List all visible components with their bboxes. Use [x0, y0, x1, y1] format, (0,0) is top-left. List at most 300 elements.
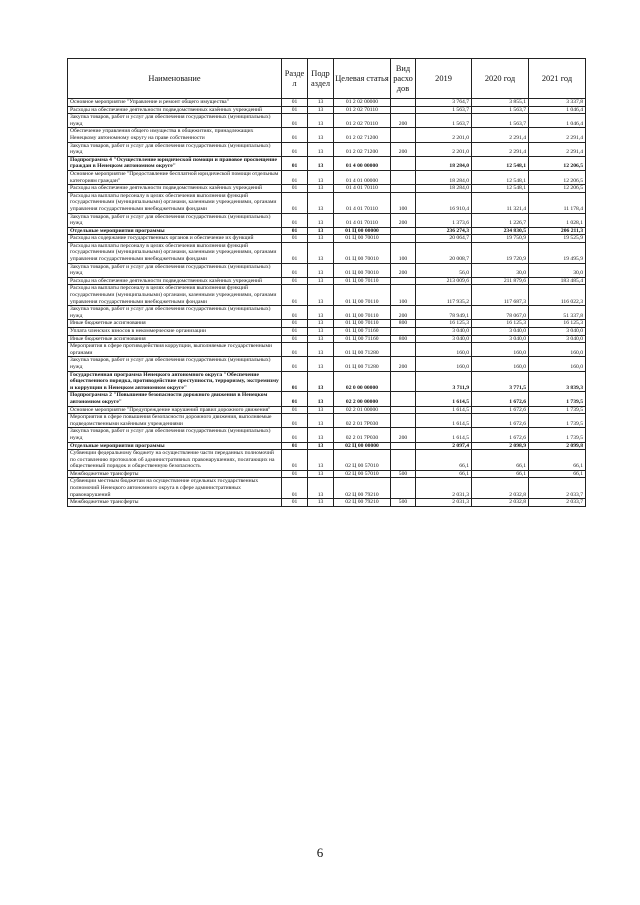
row-value-2021: 19 495,9 — [529, 242, 586, 263]
row-subsection: 13 — [308, 357, 334, 371]
row-value-2021: 1 739,5 — [529, 414, 586, 428]
row-section: 01 — [282, 235, 308, 243]
row-value-2021: 160,0 — [529, 357, 586, 371]
row-value-2020: 1 672,6 — [472, 414, 529, 428]
row-value-2020: 1 563,7 — [472, 106, 529, 114]
table-row — [68, 114, 586, 128]
row-target-article: 01 2 02 70110 — [334, 114, 391, 128]
row-expense-type — [391, 235, 416, 243]
row-name: Отдельные мероприятия программы — [68, 442, 282, 450]
row-value-2021: 2 291,4 — [529, 142, 586, 156]
row-value-2019: 18 284,0 — [416, 185, 472, 193]
row-value-2020: 3 040,0 — [472, 328, 529, 336]
row-target-article: 02 Ц 00 79210 — [334, 499, 391, 507]
row-expense-type — [391, 450, 416, 471]
row-value-2020: 66,1 — [472, 470, 529, 478]
header-year-2019: 2019 — [416, 59, 472, 99]
row-value-2020: 11 321,4 — [472, 192, 529, 213]
row-value-2020: 1 672,6 — [472, 428, 529, 442]
row-section: 01 — [282, 213, 308, 227]
row-name: Основное мероприятие "Управление и ремонт общего имущества" — [68, 99, 282, 107]
row-subsection: 13 — [308, 99, 334, 107]
row-value-2020: 19 750,9 — [472, 235, 529, 243]
row-section: 01 — [282, 185, 308, 193]
row-value-2020: 1 672,6 — [472, 392, 529, 406]
row-expense-type — [391, 99, 416, 107]
row-target-article: 01 Ц 00 71280 — [334, 343, 391, 357]
row-value-2021: 11 178,4 — [529, 192, 586, 213]
row-value-2020: 160,0 — [472, 357, 529, 371]
row-value-2019: 78 949,1 — [416, 306, 472, 320]
row-section: 01 — [282, 99, 308, 107]
row-value-2021: 1 739,5 — [529, 392, 586, 406]
row-value-2019: 160,0 — [416, 357, 472, 371]
row-name: Иные бюджетные ассигнования — [68, 320, 282, 328]
row-section: 01 — [282, 428, 308, 442]
row-name: Основное мероприятие "Предупреждение нарушений правил дорожного движения" — [68, 406, 282, 414]
table-row — [68, 235, 586, 243]
table-row — [68, 478, 586, 499]
row-name: Закупка товаров, работ и услуг для обеспечения государственных (муниципальных) нужд — [68, 357, 282, 371]
row-subsection: 13 — [308, 478, 334, 499]
row-name: Расходы на выплаты персоналу в целях обеспечения выполнения функций государственными (муниципальными) органами, казенными учреждениями, органами управления государственными внебюджетными фондами — [68, 192, 282, 213]
row-name: Межбюджетные трансферты — [68, 470, 282, 478]
table-row — [68, 328, 586, 336]
row-value-2021: 2 033,7 — [529, 478, 586, 499]
row-expense-type: 100 — [391, 285, 416, 306]
row-subsection: 13 — [308, 285, 334, 306]
row-value-2019: 2 097,4 — [416, 442, 472, 450]
row-target-article: 02 2 01 00000 — [334, 406, 391, 414]
row-value-2021: 3 040,0 — [529, 328, 586, 336]
row-value-2019: 18 284,0 — [416, 170, 472, 184]
row-name: Субвенции местным бюджетам на осуществление отдельных государственных полномочий Ненецкого автономного округа в сфере административных правонарушений — [68, 478, 282, 499]
row-target-article: 02 Ц 00 57010 — [334, 470, 391, 478]
row-section: 01 — [282, 357, 308, 371]
row-value-2019: 3 764,7 — [416, 99, 472, 107]
row-name: Обеспечение управления общего имущества в общежитиях, принадлежащих Ненецкому автономному округу на праве собственности — [68, 128, 282, 142]
row-expense-type — [391, 442, 416, 450]
page-number: 6 — [316, 845, 324, 860]
row-value-2019: 20 064,7 — [416, 235, 472, 243]
table-row — [68, 499, 586, 507]
row-value-2021: 116 022,3 — [529, 285, 586, 306]
table-body — [68, 99, 586, 507]
row-expense-type — [391, 185, 416, 193]
row-value-2021: 2 099,8 — [529, 442, 586, 450]
row-section: 01 — [282, 328, 308, 336]
row-value-2019: 1 563,7 — [416, 106, 472, 114]
row-target-article: 01 2 02 70110 — [334, 106, 391, 114]
row-value-2020: 19 720,9 — [472, 242, 529, 263]
row-subsection: 13 — [308, 142, 334, 156]
row-value-2020: 2 032,8 — [472, 499, 529, 507]
row-name: Субвенции федеральному бюджету на осуществление части переданных полномочий по составлению протоколов об административных правонарушениях, посягающих на общественный порядок и общественную безопасность — [68, 450, 282, 471]
row-subsection: 13 — [308, 328, 334, 336]
table-row — [68, 357, 586, 371]
row-subsection: 13 — [308, 306, 334, 320]
row-section: 01 — [282, 335, 308, 343]
row-target-article: 02 2 01 7Р030 — [334, 414, 391, 428]
row-value-2021: 12 206,5 — [529, 185, 586, 193]
row-section: 01 — [282, 343, 308, 357]
row-name: Закупка товаров, работ и услуг для обеспечения государственных (муниципальных) нужд — [68, 306, 282, 320]
row-name: Закупка товаров, работ и услуг для обеспечения государственных (муниципальных) нужд — [68, 213, 282, 227]
row-value-2020: 2 291,4 — [472, 128, 529, 142]
table-row — [68, 192, 586, 213]
row-value-2021: 66,1 — [529, 450, 586, 471]
row-expense-type — [391, 277, 416, 285]
row-subsection: 13 — [308, 406, 334, 414]
row-subsection: 13 — [308, 499, 334, 507]
row-value-2021: 2 291,4 — [529, 128, 586, 142]
row-target-article: 01 4 01 70110 — [334, 192, 391, 213]
row-target-article: 01 Ц 00 70010 — [334, 263, 391, 277]
row-section: 01 — [282, 406, 308, 414]
row-expense-type — [391, 392, 416, 406]
row-target-article: 01 4 01 00000 — [334, 170, 391, 184]
row-value-2019: 3 711,9 — [416, 371, 472, 392]
row-subsection: 13 — [308, 263, 334, 277]
table-row — [68, 242, 586, 263]
row-subsection: 13 — [308, 392, 334, 406]
row-subsection: 13 — [308, 213, 334, 227]
row-value-2020: 3 771,5 — [472, 371, 529, 392]
row-value-2021: 66,1 — [529, 470, 586, 478]
row-value-2019: 1 614,5 — [416, 428, 472, 442]
row-target-article: 01 4 01 70110 — [334, 185, 391, 193]
row-value-2019: 2 031,3 — [416, 478, 472, 499]
row-expense-type — [391, 106, 416, 114]
row-expense-type — [391, 343, 416, 357]
row-value-2019: 3 040,0 — [416, 328, 472, 336]
row-expense-type: 200 — [391, 213, 416, 227]
table-row — [68, 263, 586, 277]
row-name: Закупка товаров, работ и услуг для обеспечения государственных (муниципальных) нужд — [68, 263, 282, 277]
row-subsection: 13 — [308, 371, 334, 392]
table-row — [68, 227, 586, 235]
row-expense-type: 100 — [391, 192, 416, 213]
table-row — [68, 185, 586, 193]
table-row — [68, 343, 586, 357]
row-target-article: 01 Ц 00 71280 — [334, 357, 391, 371]
table-row — [68, 371, 586, 392]
row-section: 01 — [282, 106, 308, 114]
row-name: Закупка товаров, работ и услуг для обеспечения государственных (муниципальных) нужд — [68, 142, 282, 156]
row-name: Иные бюджетные ассигнования — [68, 335, 282, 343]
row-section: 01 — [282, 499, 308, 507]
row-expense-type: 500 — [391, 499, 416, 507]
row-value-2021: 3 040,0 — [529, 335, 586, 343]
row-subsection: 13 — [308, 185, 334, 193]
row-value-2020: 3 855,1 — [472, 99, 529, 107]
row-expense-type: 200 — [391, 306, 416, 320]
row-name: Уплата членских взносов в некоммерческие организации — [68, 328, 282, 336]
row-expense-type — [391, 478, 416, 499]
table-row — [68, 414, 586, 428]
table-row — [68, 442, 586, 450]
row-value-2019: 1 373,6 — [416, 213, 472, 227]
row-value-2020: 3 040,0 — [472, 335, 529, 343]
row-value-2019: 18 284,0 — [416, 156, 472, 170]
row-subsection: 13 — [308, 428, 334, 442]
row-value-2021: 1 739,5 — [529, 428, 586, 442]
header-name: Наименование — [68, 59, 282, 99]
row-value-2019: 66,1 — [416, 450, 472, 471]
row-value-2021: 51 337,8 — [529, 306, 586, 320]
row-value-2021: 12 206,5 — [529, 170, 586, 184]
row-value-2021: 19 525,9 — [529, 235, 586, 243]
row-name: Мероприятия в сфере повышения безопасности дорожного движения, выполняемые подведомственными казёнными учреждениями — [68, 414, 282, 428]
row-value-2020: 2 098,9 — [472, 442, 529, 450]
row-value-2019: 16 910,4 — [416, 192, 472, 213]
row-value-2020: 30,0 — [472, 263, 529, 277]
row-target-article: 01 2 02 00000 — [334, 99, 391, 107]
row-value-2021: 183 485,4 — [529, 277, 586, 285]
row-value-2020: 12 548,1 — [472, 185, 529, 193]
row-target-article: 01 Ц 00 71160 — [334, 335, 391, 343]
row-subsection: 13 — [308, 170, 334, 184]
row-section: 01 — [282, 371, 308, 392]
row-target-article: 02 Ц 00 79210 — [334, 478, 391, 499]
row-value-2019: 1 614,5 — [416, 414, 472, 428]
row-target-article: 01 2 02 71200 — [334, 142, 391, 156]
row-subsection: 13 — [308, 106, 334, 114]
row-expense-type: 800 — [391, 320, 416, 328]
row-name: Подпрограмма 2 "Повышение безопасности дорожного движения в Ненецком автономном округе" — [68, 392, 282, 406]
table-row — [68, 320, 586, 328]
row-section: 01 — [282, 142, 308, 156]
header-target-article: Целевая статья — [334, 59, 391, 99]
row-subsection: 13 — [308, 235, 334, 243]
row-target-article: 01 Ц 00 70110 — [334, 320, 391, 328]
row-section: 01 — [282, 442, 308, 450]
row-subsection: 13 — [308, 227, 334, 235]
row-value-2020: 12 548,1 — [472, 156, 529, 170]
row-subsection: 13 — [308, 320, 334, 328]
row-name: Расходы на выплаты персоналу в целях обеспечения выполнения функций государственными (муниципальными) органами, казенными учреждениями, органами управления государственными внебюджетными фондами — [68, 285, 282, 306]
row-name: Закупка товаров, работ и услуг для обеспечения государственных (муниципальных) нужд — [68, 428, 282, 442]
row-section: 01 — [282, 414, 308, 428]
row-expense-type — [391, 227, 416, 235]
row-value-2021: 12 206,5 — [529, 156, 586, 170]
row-value-2020: 211 879,6 — [472, 277, 529, 285]
row-value-2019: 3 040,0 — [416, 335, 472, 343]
row-value-2021: 16 125,3 — [529, 320, 586, 328]
row-subsection: 13 — [308, 128, 334, 142]
table-row — [68, 99, 586, 107]
row-subsection: 13 — [308, 277, 334, 285]
row-name: Расходы на обеспечение деятельности подведомственных казённых учреждений — [68, 185, 282, 193]
row-target-article: 01 Ц 00 71160 — [334, 328, 391, 336]
row-expense-type — [391, 414, 416, 428]
row-section: 01 — [282, 392, 308, 406]
row-name: Закупка товаров, работ и услуг для обеспечения государственных (муниципальных) нужд — [68, 114, 282, 128]
table-row — [68, 213, 586, 227]
row-value-2019: 66,1 — [416, 470, 472, 478]
row-value-2019: 213 009,6 — [416, 277, 472, 285]
row-value-2020: 160,0 — [472, 343, 529, 357]
row-value-2019: 20 008,7 — [416, 242, 472, 263]
row-expense-type: 200 — [391, 114, 416, 128]
row-target-article: 01 2 02 71200 — [334, 128, 391, 142]
header-subsection: Подр аздел — [308, 59, 334, 99]
row-target-article: 02 2 00 00000 — [334, 392, 391, 406]
row-value-2019: 1 563,7 — [416, 114, 472, 128]
table-row — [68, 285, 586, 306]
header-expense-type: Вид расхо дов — [391, 59, 416, 99]
row-value-2020: 1 226,7 — [472, 213, 529, 227]
row-subsection: 13 — [308, 192, 334, 213]
row-subsection: 13 — [308, 470, 334, 478]
row-value-2019: 16 125,3 — [416, 320, 472, 328]
row-target-article: 02 0 00 00000 — [334, 371, 391, 392]
row-expense-type — [391, 328, 416, 336]
row-target-article: 02 2 01 7Р030 — [334, 428, 391, 442]
row-value-2020: 2 032,8 — [472, 478, 529, 499]
row-expense-type — [391, 156, 416, 170]
row-value-2021: 3 337,8 — [529, 99, 586, 107]
row-value-2021: 30,0 — [529, 263, 586, 277]
row-expense-type — [391, 170, 416, 184]
table-row — [68, 128, 586, 142]
row-value-2021: 206 211,3 — [529, 227, 586, 235]
row-expense-type: 200 — [391, 142, 416, 156]
row-expense-type: 800 — [391, 335, 416, 343]
row-value-2020: 1 672,6 — [472, 406, 529, 414]
row-subsection: 13 — [308, 414, 334, 428]
header-section: Разде л — [282, 59, 308, 99]
row-name: Расходы на выплаты персоналу в целях обеспечения выполнения функций государственными (муниципальными) органами, казенными учреждениями, органами управления государственными внебюджетными фондами — [68, 242, 282, 263]
row-section: 01 — [282, 277, 308, 285]
row-value-2021: 1 028,1 — [529, 213, 586, 227]
row-subsection: 13 — [308, 156, 334, 170]
row-value-2020: 16 125,3 — [472, 320, 529, 328]
row-value-2019: 160,0 — [416, 343, 472, 357]
row-section: 01 — [282, 306, 308, 320]
row-name: Отдельные мероприятия программы — [68, 227, 282, 235]
row-value-2019: 56,0 — [416, 263, 472, 277]
row-target-article: 01 4 01 70110 — [334, 213, 391, 227]
row-subsection: 13 — [308, 442, 334, 450]
table-row — [68, 428, 586, 442]
row-value-2019: 117 935,2 — [416, 285, 472, 306]
row-section: 01 — [282, 285, 308, 306]
row-name: Межбюджетные трансферты — [68, 499, 282, 507]
row-value-2020: 1 563,7 — [472, 114, 529, 128]
row-section: 01 — [282, 263, 308, 277]
row-name: Подпрограмма 4 "Осуществление юридической помощи и правовое просвещение граждан в Ненецком автономном округе" — [68, 156, 282, 170]
row-name: Расходы на содержание государственных органов и обеспечение их функций — [68, 235, 282, 243]
row-expense-type: 200 — [391, 428, 416, 442]
table-row — [68, 450, 586, 471]
row-value-2021: 160,0 — [529, 343, 586, 357]
row-subsection: 13 — [308, 450, 334, 471]
row-expense-type: 200 — [391, 263, 416, 277]
table-row — [68, 106, 586, 114]
table-row — [68, 156, 586, 170]
row-expense-type: 100 — [391, 242, 416, 263]
row-value-2019: 2 031,3 — [416, 499, 472, 507]
row-expense-type: 200 — [391, 357, 416, 371]
row-section: 01 — [282, 470, 308, 478]
row-value-2021: 3 839,3 — [529, 371, 586, 392]
row-value-2020: 234 830,5 — [472, 227, 529, 235]
row-name: Основное мероприятие "Предоставление бесплатной юридической помощи отдельным категориям граждан" — [68, 170, 282, 184]
row-target-article: 02 Ц 00 00000 — [334, 442, 391, 450]
row-name: Государственная программа Ненецкого автономного округа "Обеспечение общественного порядка, противодействие преступности, терроризму, экстремизму и коррупции в Ненецком автономном округе" — [68, 371, 282, 392]
row-subsection: 13 — [308, 114, 334, 128]
row-value-2021: 1 739,5 — [529, 406, 586, 414]
row-name: Мероприятия в сфере противодействия коррупции, выполняемые государственными органами — [68, 343, 282, 357]
row-value-2020: 12 548,1 — [472, 170, 529, 184]
row-target-article: 01 4 00 00000 — [334, 156, 391, 170]
row-subsection: 13 — [308, 335, 334, 343]
row-section: 01 — [282, 128, 308, 142]
row-target-article: 01 Ц 00 70010 — [334, 235, 391, 243]
row-target-article: 01 Ц 00 70110 — [334, 285, 391, 306]
table-row — [68, 142, 586, 156]
table-row — [68, 470, 586, 478]
row-value-2021: 2 033,7 — [529, 499, 586, 507]
row-expense-type — [391, 406, 416, 414]
row-value-2019: 236 274,3 — [416, 227, 472, 235]
row-value-2019: 1 614,5 — [416, 406, 472, 414]
row-expense-type: 500 — [391, 470, 416, 478]
row-value-2020: 2 291,4 — [472, 142, 529, 156]
table-row — [68, 170, 586, 184]
row-section: 01 — [282, 242, 308, 263]
row-section: 01 — [282, 320, 308, 328]
table-row — [68, 277, 586, 285]
row-target-article: 01 Ц 00 00000 — [334, 227, 391, 235]
row-target-article: 01 Ц 00 70010 — [334, 242, 391, 263]
row-name: Расходы на обеспечение деятельности подведомственных казённых учреждений — [68, 277, 282, 285]
header-year-2021: 2021 год — [529, 59, 586, 99]
row-value-2020: 66,1 — [472, 450, 529, 471]
row-expense-type — [391, 128, 416, 142]
row-subsection: 13 — [308, 242, 334, 263]
row-target-article: 02 Ц 00 57010 — [334, 450, 391, 471]
row-name: Расходы на обеспечение деятельности подведомственных казённых учреждений — [68, 106, 282, 114]
row-subsection: 13 — [308, 343, 334, 357]
table-row — [68, 406, 586, 414]
table-header-row — [68, 59, 586, 99]
row-target-article: 01 Ц 00 70110 — [334, 277, 391, 285]
budget-sheet — [67, 58, 585, 507]
row-section: 01 — [282, 156, 308, 170]
row-section: 01 — [282, 227, 308, 235]
budget-table — [67, 58, 586, 507]
row-value-2019: 2 201,0 — [416, 142, 472, 156]
row-expense-type — [391, 371, 416, 392]
table-row — [68, 392, 586, 406]
row-target-article: 01 Ц 00 70110 — [334, 306, 391, 320]
row-value-2021: 1 046,4 — [529, 114, 586, 128]
row-section: 01 — [282, 478, 308, 499]
row-section: 01 — [282, 192, 308, 213]
row-section: 01 — [282, 170, 308, 184]
row-section: 01 — [282, 450, 308, 471]
row-value-2019: 2 201,0 — [416, 128, 472, 142]
row-value-2019: 1 614,5 — [416, 392, 472, 406]
row-value-2021: 1 046,4 — [529, 106, 586, 114]
table-row — [68, 335, 586, 343]
table-row — [68, 306, 586, 320]
header-year-2020: 2020 год — [472, 59, 529, 99]
row-value-2020: 117 687,3 — [472, 285, 529, 306]
row-section: 01 — [282, 114, 308, 128]
